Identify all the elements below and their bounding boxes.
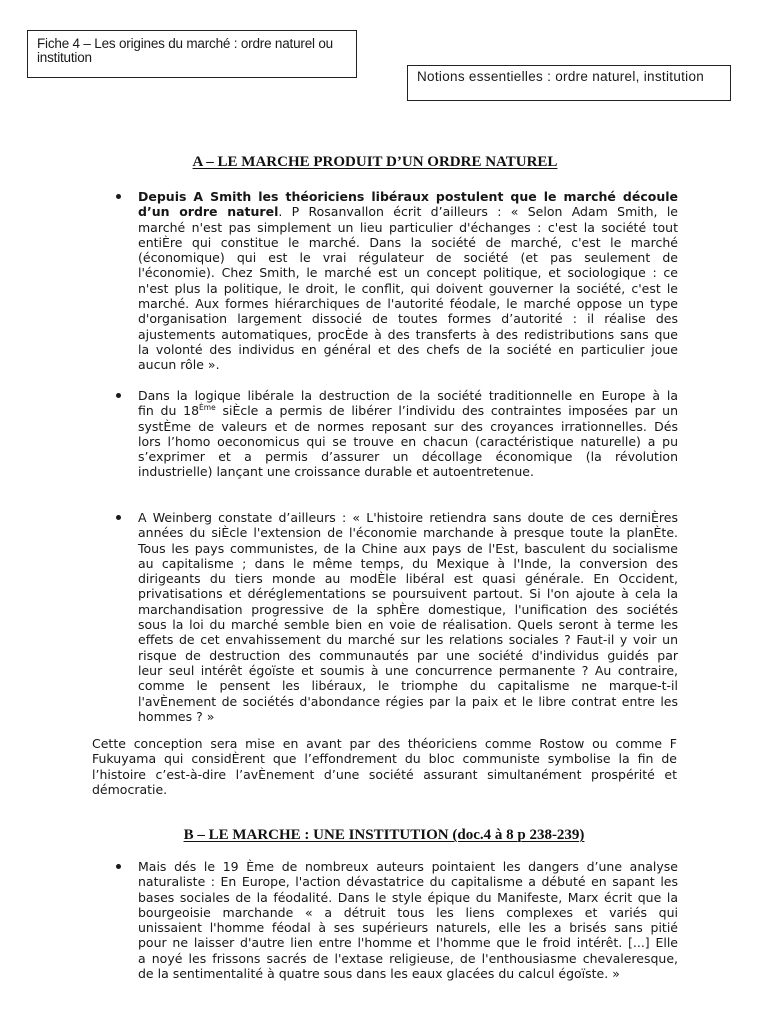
text-line: sous la loi du marché semble bien en voie de réalisation. Quels seront à terme les	[138, 617, 678, 633]
bold-text: d’un ordre naturel	[138, 204, 279, 220]
text-line: l’histoire c’est-à-dire l’avÈnement d’une société assurant simultanément prospérité et	[92, 766, 677, 782]
bullet-paragraph-marx	[138, 859, 678, 981]
text-line: systÈme de valeurs et de normes reposant sur des croyances irrationnelles. Dés	[138, 418, 678, 434]
text-line: d'organisation largement dissocié de toutes formes d’autorité : il réalise des	[138, 311, 678, 327]
text-line: lors l’homo oeconomicus qui se trouve en chacun (caractéristique naturelle) a pu	[138, 433, 678, 449]
text-line	[138, 204, 678, 219]
bullet-icon	[116, 393, 121, 398]
text-line: marchandisation progressive de la sphÈre domestique, l'unification des sociétés	[138, 601, 678, 617]
text-line: (économique) qui est le vrai régulateur de société (et pas seulement de	[138, 250, 678, 266]
bullet-paragraph-weinberg	[138, 510, 678, 724]
text-line: s’exprimer et a permis d’assurer un décollage économique (la révolution	[138, 449, 678, 465]
text-line: Dans la logique libérale la destruction de la société traditionnelle en Europe à la	[138, 388, 678, 403]
text-line: la volonté des individus en général et des chefs de la société en particulier joue	[138, 341, 678, 357]
text-line: hommes ? »	[138, 708, 215, 724]
text-line: A Weinberg constate d’ailleurs : « L'histoire retiendra sans doute de ces derniÈres	[138, 510, 678, 525]
text-line: Cette conception sera mise en avant par des théoriciens comme Rostow ou comme F	[92, 736, 677, 751]
text-line	[138, 403, 678, 418]
bullet-paragraph-liberal-logic	[138, 388, 678, 480]
text-segment: siÈcle a permis de libérer l’individu des contraintes imposées par un	[215, 403, 678, 419]
text-line: entiÈre qui constitue le marché. Dans la société de marché, c'est le marché	[138, 234, 678, 250]
text-line: Fukuyama qui considÈrent que l’effondrement du bloc communiste symbolise la fin de	[92, 751, 677, 767]
text-line: aucun rôle ».	[138, 357, 220, 373]
text-line: années du siÈcle l'extension de l'économie marchande à presque toute la planÈte.	[138, 525, 678, 541]
text-line: démocratie.	[92, 781, 168, 797]
section-a-heading: A – LE MARCHE PRODUIT D’UN ORDRE NATUREL	[192, 154, 558, 170]
paragraph-rostow-fukuyama	[92, 736, 677, 797]
text-line: pour ne laisser d'autre lien entre l'homme et l'homme que le froid intérêt. [...] Elle	[138, 935, 678, 951]
text-line: de la sentimentalité à quatre sous dans les eaux glacées du calcul égoïste. »	[138, 966, 620, 982]
text-line: l'économie). Chez Smith, le marché est un concept politique, et sociologique : ce	[138, 265, 678, 281]
text-line	[138, 189, 678, 204]
text-line: naturaliste : En Europe, l'action dévastatrice du capitalisme a débuté en sapant les	[138, 874, 678, 890]
notions-text: Notions essentielles : ordre naturel, institution	[417, 69, 705, 84]
text-line: marché n'est pas simplement un lieu particulier d'échanges : c'est la société tout	[138, 219, 678, 235]
bullet-icon	[116, 194, 121, 199]
text-line: n'est plus la politique, le droit, le conflit, qui doivent gouverner la société, c'est le	[138, 280, 678, 296]
bullet-paragraph-smith	[138, 189, 678, 373]
text-segment: fin du 18	[138, 403, 200, 419]
text-line: comme le pensent les libéraux, le triomphe du capitalisme ne marque-t-il	[138, 678, 678, 694]
text-line: effets de cet envahissement du marché sur les relations sociales ? Faut-il y voir un	[138, 632, 678, 648]
text-line: bases sociales de la féodalité. Dans le style épique du Manifeste, Marx écrit que la	[138, 889, 678, 905]
fiche-title: Fiche 4 – Les origines du marché : ordre naturel ou institution	[37, 36, 333, 65]
text-line: Mais dés le 19 Ème de nombreux auteurs pointaient les dangers d’une analyse	[138, 859, 678, 874]
text-line: industrielle) lançant une croissance durable et autoentretenue.	[138, 464, 534, 480]
text-segment: . P Rosanvallon écrit d’ailleurs : « Selon Adam Smith, le	[278, 204, 678, 220]
superscript-text: Ème	[199, 403, 216, 413]
text-line: bourgeoisie marchande « a détruit tous les liens complexes et variés qui	[138, 904, 678, 920]
fiche-title-box	[27, 30, 357, 78]
text-line: dirigeants du tiers monde au modÈle libéral est quasi générale. En Occident,	[138, 571, 678, 587]
bold-text: Depuis A Smith les théoriciens libéraux postulent que le marché découle	[138, 189, 678, 204]
text-line: privatisations et déréglementations se poursuivent partout. Si l'on ajoute à cela la	[138, 586, 678, 602]
section-b-heading: B – LE MARCHE : UNE INSTITUTION (doc.4 à 8 p 238-239)	[183, 827, 585, 843]
bullet-icon	[116, 864, 121, 869]
text-line: leur seul intérêt égoïste et soumis à une concurrence permanente ? Au contraire,	[138, 662, 678, 678]
text-line: a noyé les frissons sacrés de l'extase religieuse, de l'enthousiasme chevaleresque,	[138, 950, 678, 966]
text-line: au capitalisme ; dans le même temps, du Mexique à l'Inde, la conversion des	[138, 555, 678, 571]
text-line: marché. Aux formes hiérarchiques de l'autorité féodale, le marché oppose un type	[138, 296, 678, 312]
notions-box	[407, 65, 731, 101]
bullet-icon	[116, 515, 121, 520]
text-line: risque de destruction des communautés par une société d'individus guidés par	[138, 647, 678, 663]
text-line: l'avÈnement de sociétés d'abondance régies par la paix et le libre contrat entre les	[138, 693, 678, 709]
text-line: ajustements automatiques, procÈde à des transferts à des redistributions sans que	[138, 326, 678, 342]
text-line: unissaient l'homme féodal à ses supérieurs naturels, elle les a brisés sans pitié	[138, 920, 678, 936]
text-line: Tous les pays communistes, de la Chine aux pays de l'Est, basculent du socialisme	[138, 540, 678, 556]
